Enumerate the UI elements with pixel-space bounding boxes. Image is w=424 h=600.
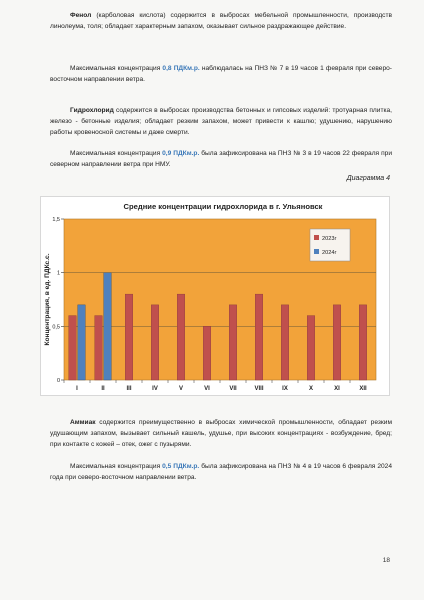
phenol-max-pre: Максимальная концентрация [70,65,163,72]
legend-label-2024: 2024г [322,250,337,256]
x-tick-label: VII [229,386,237,392]
x-tick-label: V [178,386,184,392]
hcl-max-post: была зафиксирована на ПНЗ № 3 в 19 часов 22 февраля при северном направлении ветра при НМУ. [50,150,392,169]
bar-2023-X [307,316,315,380]
x-tick-label: IX [282,386,288,392]
x-tick-label: IV [152,386,158,392]
y-tick-label: 0,5 [52,324,60,331]
ammonia-max-pre: Максимальная концентрация [70,463,163,470]
bar-2024-I [78,305,86,380]
phenol-term: Фенол [70,12,92,19]
bar-2023-II [95,316,103,380]
y-tick-label: 1 [56,270,60,277]
phenol-max-paragraph [50,63,392,85]
x-tick-label: X [308,386,314,392]
hcl-term: Гидрохлорид [70,107,114,114]
diagram-caption: Диаграмма 4 [346,175,390,182]
x-tick-label: VI [204,386,210,392]
x-tick-label: XI [334,386,340,392]
bar-2023-V [177,294,185,380]
legend-box [310,229,350,261]
bar-2023-IV [151,305,159,380]
bar-2023-XII [359,305,367,380]
bar-2024-II [104,273,112,380]
bar-2023-I [69,316,77,380]
bar-2023-VIII [255,294,263,380]
bar-2023-XI [333,305,341,380]
phenol-paragraph [50,10,392,32]
page-number: 18 [382,557,390,564]
hcl-bar-chart [40,196,390,396]
ammonia-max-paragraph [50,461,392,483]
hcl-max-pre: Максимальная концентрация [70,150,163,157]
x-tick-label: VIII [254,386,264,392]
legend-swatch-2024 [314,249,319,254]
x-tick-label: XII [359,386,367,392]
hcl-max-value: 0,9 ПДКм.р. [162,150,200,157]
ammonia-paragraph [50,417,392,451]
bar-2023-IX [281,305,289,380]
phenol-description: (карболовая кислота) содержится в выбросах мебельной промышленности, производств линолеума, толя; обладает характерным запахом, оказывает сильное раздражающее действие. [50,12,392,31]
hcl-max-paragraph [50,148,392,170]
x-tick-label: III [126,386,132,392]
ammonia-max-post: была зафиксирована на ПНЗ № 4 в 19 часов 6 февраля 2024 года при северо-восточном направлении ветра. [50,463,393,482]
y-tick-label: 0 [56,378,60,384]
ammonia-description: содержится преимущественно в выбросах химической промышленности, обладает резким удушающим запахом, вызывает сильный кашель, удушье, при высоких концентрациях - возбуждение, бред; при контакте с кожей – отек, ожег с пузырями. [50,419,392,449]
y-tick-label: 1,5 [52,217,60,223]
hcl-paragraph [50,105,392,139]
y-axis-title: Концентрация, в ед. ПДКс.с. [44,253,51,346]
chart-title: Средние концентрации гидрохлорида в г. Ульяновск [123,202,323,211]
phenol-max-post: наблюдалась на ПНЗ № 7 в 19 часов 1 февраля при северо-восточном направлении ветра. [50,65,392,84]
ammonia-term: Аммиак [70,419,96,426]
bar-2023-VI [203,326,211,380]
ammonia-max-value: 0,5 ПДКм.р. [162,463,200,470]
hcl-description: содержится в выбросах производства бетонных и гипсовых изделий: тротуарная плитка, железо - бетонные изделия; обладает резким запахом, может привести к кашлю; удушению, нарушению работы кровеносной системы и даже смерти. [50,107,392,137]
phenol-max-value: 0,8 ПДКм.р. [162,65,200,72]
legend-swatch-2023 [314,235,319,240]
bar-2023-III [125,294,133,380]
x-tick-label: I [76,386,78,392]
bar-2023-VII [229,305,237,380]
legend-label-2023: 2023г [322,236,337,242]
x-tick-label: II [101,386,105,392]
